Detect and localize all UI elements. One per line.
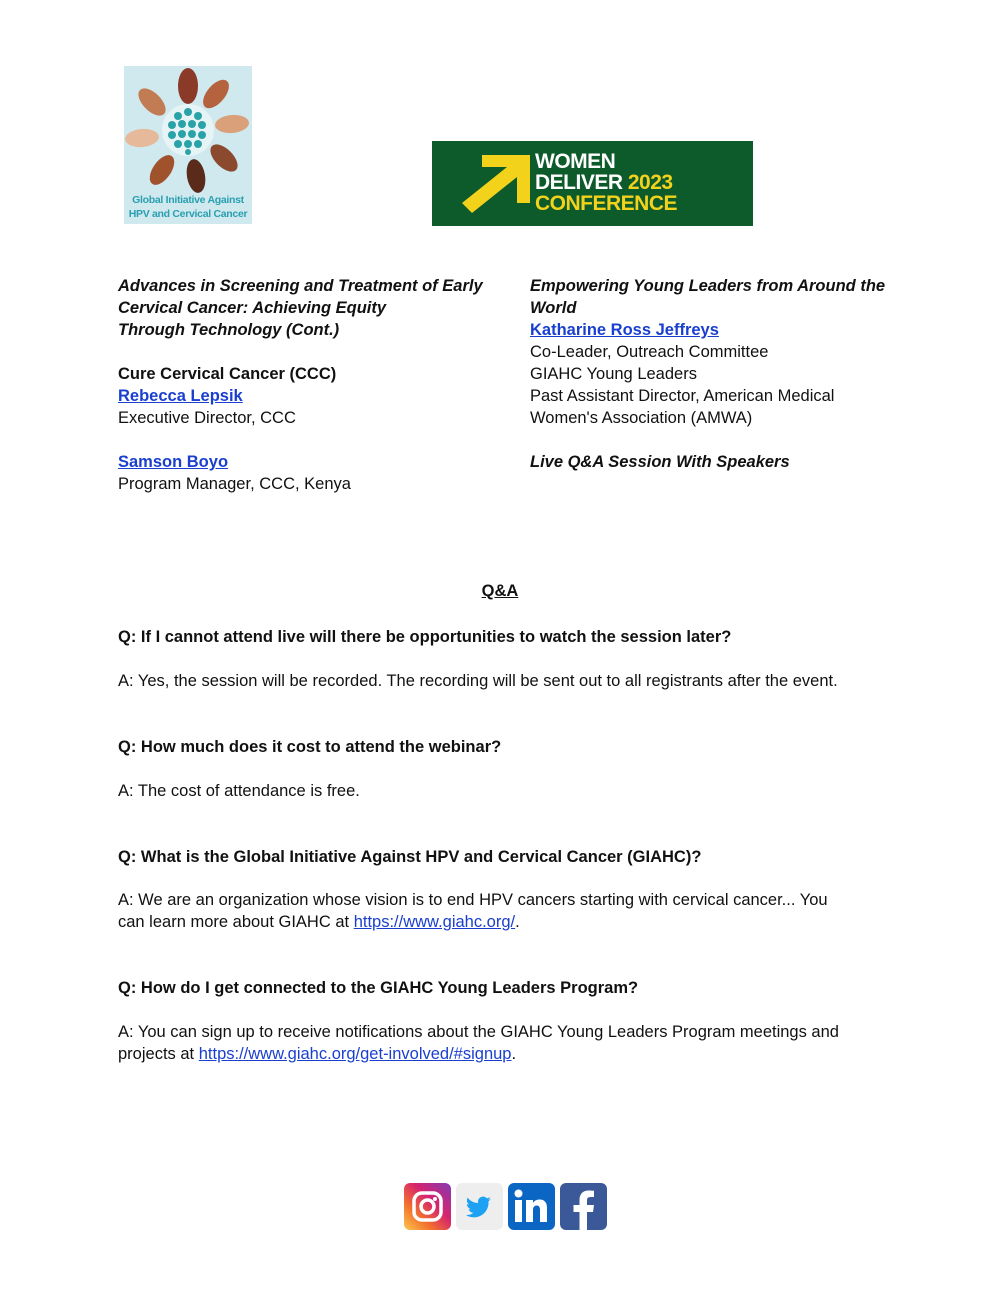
speaker-link-rebecca-lepsik[interactable]: Rebecca Lepsik — [118, 387, 243, 405]
right-session-title-line2: World — [530, 299, 577, 317]
instagram-glyph — [404, 1183, 451, 1230]
facebook-glyph — [560, 1183, 607, 1230]
answer-4-text: A: You can sign up to receive notifications about the GIAHC Young Leaders Program meetings and projects at — [118, 1023, 839, 1063]
wd-word-deliver: DELIVER — [535, 171, 623, 194]
question-4: Q: How do I get connected to the GIAHC Young Leaders Program? — [118, 979, 639, 997]
answer-3 — [118, 889, 858, 933]
instagram-icon[interactable] — [404, 1183, 451, 1230]
qa-heading: Q&A — [481, 582, 519, 600]
question-2: Q: How much does it cost to attend the webinar? — [118, 738, 502, 756]
giahc-website-link[interactable]: https://www.giahc.org/ — [353, 913, 516, 931]
twitter-bird-glyph — [456, 1183, 503, 1230]
left-session-title-line2: Cervical Cancer: Achieving Equity — [118, 299, 387, 317]
left-session-title-line3: Through Technology (Cont.) — [118, 321, 340, 339]
wd-year: 2023 — [627, 171, 673, 194]
wd-line-deliver — [535, 172, 673, 194]
answer-3-text: A: We are an organization whose vision is to end HPV cancers starting with cervical cancer... You can learn more about GIAHC at — [118, 891, 828, 931]
arrow-icon — [462, 155, 530, 213]
speaker-link-katharine-ross-jeffreys[interactable]: Katharine Ross Jeffreys — [530, 321, 719, 339]
answer-2: A: The cost of attendance is free. — [118, 782, 360, 800]
left-session-title-line1: Advances in Screening and Treatment of Early — [118, 277, 483, 295]
speaker-role: Program Manager, CCC, Kenya — [118, 475, 351, 493]
giahc-logo-caption-line2: HPV and Cervical Cancer — [128, 208, 248, 220]
twitter-icon[interactable] — [456, 1183, 503, 1230]
answer-1: A: Yes, the session will be recorded. The recording will be sent out to all registrants after the event. — [118, 672, 838, 690]
speaker-link-samson-boyo[interactable]: Samson Boyo — [118, 453, 229, 471]
wd-word-women: WOMEN — [535, 150, 616, 173]
right-column — [530, 275, 890, 473]
hands-circle-icon — [124, 66, 252, 196]
answer-4-end: . — [511, 1045, 517, 1063]
question-1: Q: If I cannot attend live will there be opportunities to watch the session later? — [118, 628, 732, 646]
answer-3-end: . — [515, 913, 520, 931]
women-deliver-logo — [432, 141, 753, 226]
speaker-role-line2: GIAHC Young Leaders — [530, 365, 697, 383]
left-column — [118, 275, 498, 495]
answer-4 — [118, 1021, 858, 1065]
speaker-role-line1: Co-Leader, Outreach Committee — [530, 343, 769, 361]
live-qa-session-label: Live Q&A Session With Speakers — [530, 453, 790, 471]
linkedin-glyph — [508, 1183, 555, 1230]
wd-word-conference: CONFERENCE — [535, 192, 678, 215]
speaker-role: Executive Director, CCC — [118, 409, 296, 427]
giahc-logo-caption-line1: Global Initiative Against — [132, 194, 244, 206]
giahc-logo — [124, 66, 252, 224]
org-name: Cure Cervical Cancer (CCC) — [118, 365, 337, 383]
question-3: Q: What is the Global Initiative Against HPV and Cervical Cancer (GIAHC)? — [118, 848, 702, 866]
right-session-title-line1: Empowering Young Leaders from Around the — [530, 277, 886, 295]
speaker-role-line3: Past Assistant Director, American Medical — [530, 387, 835, 405]
signup-link[interactable]: https://www.giahc.org/get-involved/#signup — [198, 1045, 512, 1063]
facebook-icon[interactable] — [560, 1183, 607, 1230]
linkedin-icon[interactable] — [508, 1183, 555, 1230]
speaker-role-line4: Women's Association (AMWA) — [530, 409, 753, 427]
